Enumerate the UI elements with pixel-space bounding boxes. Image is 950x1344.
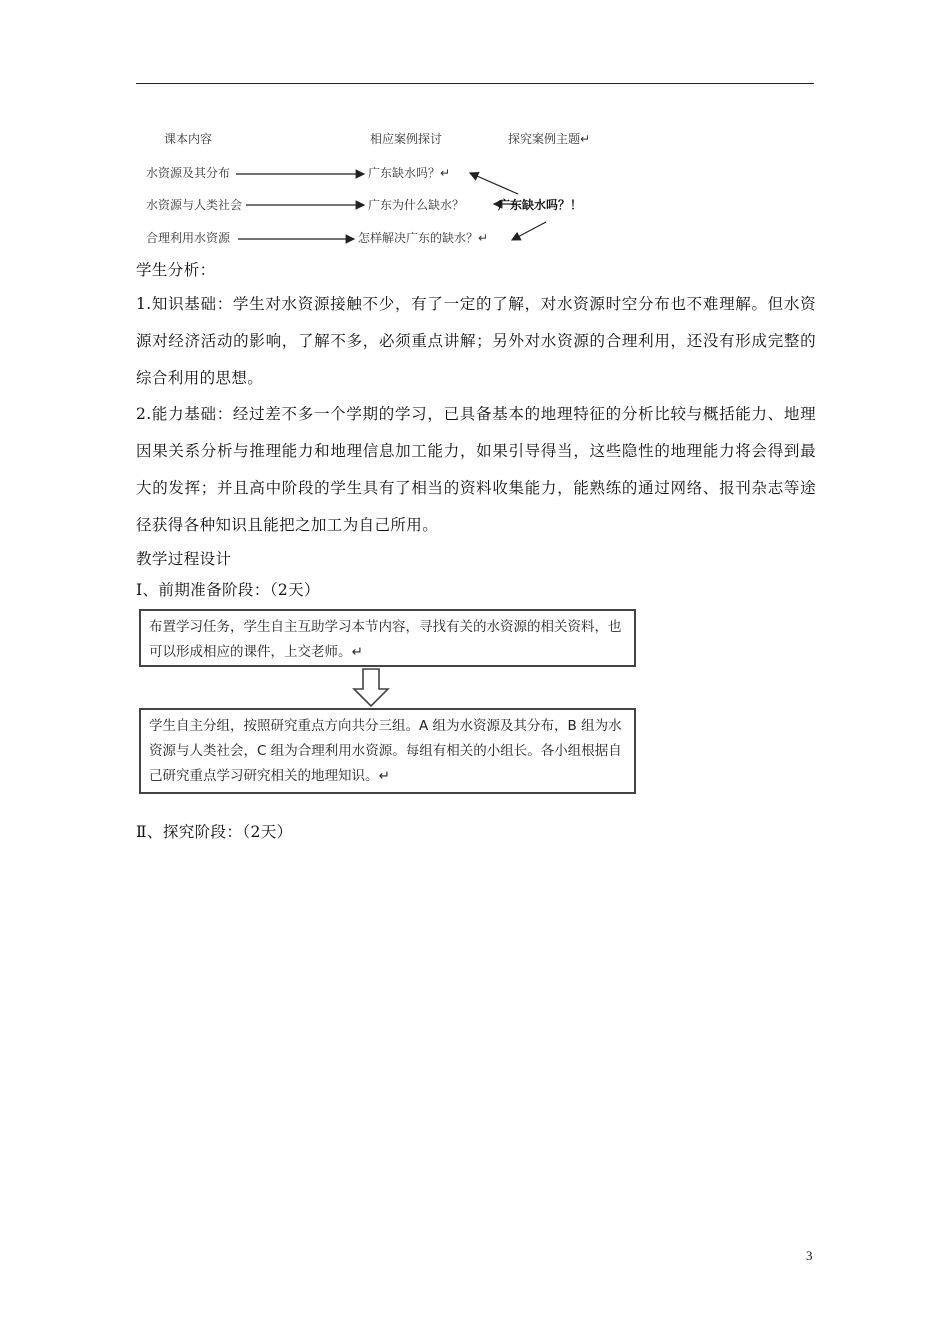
knowledge-basis-paragraph: 1.知识基础：学生对水资源接触不少，有了一定的了解，对水资源时空分布也不难理解。但水资源对经济活动的影响，了解不多，必须重点讲解；另外对水资源的合理利用，还没有形成完整的综合利用的思想。 (136, 295, 816, 387)
row2-left: 水资源与人类社会 (146, 198, 243, 212)
header-theme: 探究案例主题↵ (508, 132, 591, 146)
task-box: 布置学习任务，学生自主互助学习本节内容，寻找有关的水资源的相关资料，也可以形成相应的课件，上交老师。↵ (139, 609, 636, 667)
ability-basis-paragraph: 2.能力基础：经过差不多一个学期的学习，已具备基本的地理特征的分析比较与概括能力、地理因果关系分析与推理能力和地理信息加工能力，如果引导得当，这些隐性的地理能力将会得到最大的发挥；并且高中阶段的学生具有了相当的资料收集能力，能熟练的通过网络、报刊杂志等途径获得各种知识且能把之加工为自己所用。 (136, 405, 816, 534)
row1-right: 广东缺水吗？↵ (368, 166, 451, 180)
student-analysis-heading: 学生分析： (136, 261, 216, 279)
header-textbook: 课本内容 (164, 132, 213, 146)
arrow-theme-down (512, 222, 546, 240)
row3-right: 怎样解决广东的缺水？↵ (358, 231, 489, 245)
process-heading: 教学过程设计 (136, 550, 232, 568)
row3-left: 合理利用水资源 (146, 231, 231, 245)
header-rule (136, 83, 814, 84)
header-case-study: 相应案例探讨 (370, 132, 443, 146)
row2-right: 广东为什么缺水？ (368, 198, 465, 212)
stage-2-heading: Ⅱ、探究阶段：（2天） (136, 823, 293, 841)
arrow-theme-up (470, 173, 518, 194)
row1-left: 水资源及其分布 (146, 166, 231, 180)
grouping-box: 学生自主分组，按照研究重点方向共分三组。A 组为水资源及其分布，B 组为水资源与人类社会，C 组为合理利用水资源。每组有相关的小组长。各小组根据自己研究重点学习研究相关的地理知识。↵ (139, 708, 636, 794)
stage-1-heading: Ⅰ、前期准备阶段：（2天） (136, 581, 320, 599)
theme-label: 广东缺水吗？！ (498, 198, 583, 212)
page-number: 3 (806, 1248, 813, 1263)
down-arrow-icon (352, 668, 390, 708)
concept-diagram (138, 118, 598, 244)
